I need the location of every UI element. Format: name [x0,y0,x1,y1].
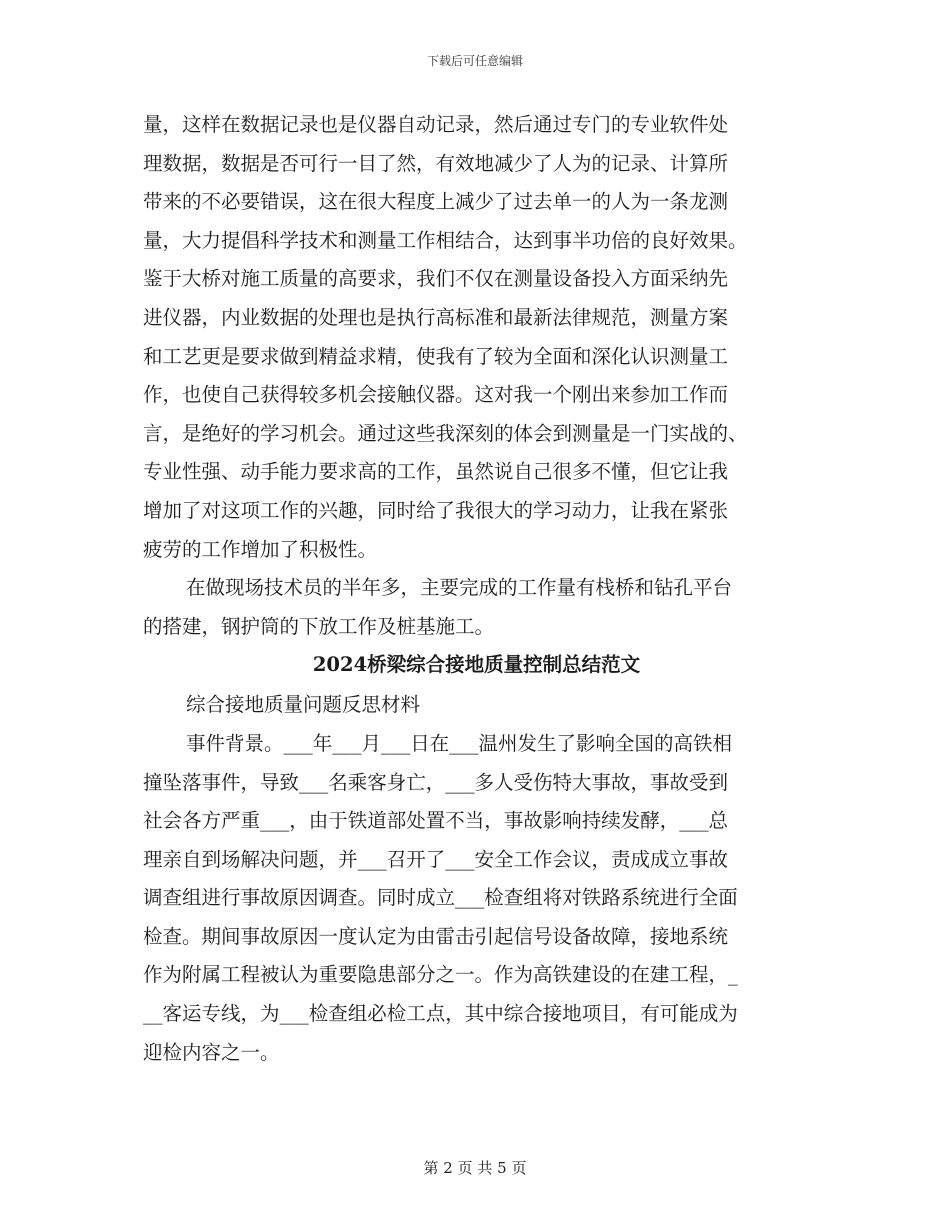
text-line: 疲劳的工作增加了积极性。 [143,537,378,561]
paragraph-technician-work [143,569,810,646]
text-line: 和工艺更是要求做到精益求精，使我有了较为全面和深化认识测量工 [143,344,729,368]
text-line: 鉴于大桥对施工质量的高要求，我们不仅在测量设备投入方面采纳先 [143,267,729,291]
text-line: 检查。期间事故原因一度认定为由雷击引起信号设备故障，接地系统 [143,924,729,948]
paragraph-reflection-subtitle [143,686,810,725]
text-line: 撞坠落事件，导致___名乘客身亡，___多人受伤特大事故，事故受到 [143,770,729,794]
text-line: 在做现场技术员的半年多，主要完成的工作量有栈桥和钻孔平台 [186,576,733,600]
text-line: 进仪器，内业数据的处理也是执行高标准和最新法律规范，测量方案 [143,305,729,329]
paragraph-surveying-experience [143,106,810,569]
download-edit-note: 下载后可任意编辑 [426,54,523,68]
text-line: 作，也使自己获得较多机会接触仪器。这对我一个刚出来参加工作而 [143,383,729,407]
text-line: 迎检内容之一。 [143,1040,280,1064]
text-line: 量，这样在数据记录也是仪器自动记录，然后通过专门的专业软件处 [143,113,729,136]
text-line: __客运专线，为___检查组必检工点，其中综合接地项目，有可能成为 [143,1002,738,1026]
text-line: 言，是绝好的学习机会。通过这些我深刻的体会到测量是一门实战的、 [143,421,748,445]
text-line: 调查组进行事故原因调查。同时成立___检查组将对铁路系统进行全面 [143,886,738,910]
text-line: 增加了对这项工作的兴趣，同时给了我很大的学习动力，让我在紧张 [143,498,729,522]
text-line: 社会各方严重___，由于铁道部处置不当，事故影响持续发酵，___总 [143,809,729,833]
text-line: 理数据，数据是否可行一目了然，有效地减少了人为的记录、计算所 [143,151,729,175]
paragraph-event-background [143,725,810,1072]
page-number: 第 2 页 共 5 页 [423,1159,527,1177]
document-body [143,106,810,1072]
section-title: 2024桥梁综合接地质量控制总结范文 [312,653,641,677]
text-line: 作为附属工程被认为重要隐患部分之一。作为高铁建设的在建工程，_ [143,963,738,987]
text-line: 量，大力提倡科学技术和测量工作相结合，达到事半功倍的良好效果。 [143,228,748,252]
text-line: 专业性强、动手能力要求高的工作，虽然说自己很多不懂，但它让我 [143,460,729,484]
text-line: 带来的不必要错误，这在很大程度上减少了过去单一的人为一条龙测 [143,190,729,214]
text-line: 理亲自到场解决问题，并___召开了___安全工作会议，责成成立事故 [143,847,729,871]
text-line: 综合接地质量问题反思材料 [186,693,421,717]
text-line: 事件背景。___年___月___日在___温州发生了影响全国的高铁相 [186,731,733,755]
text-line: 的搭建，钢护筒的下放工作及桩基施工。 [143,614,495,638]
